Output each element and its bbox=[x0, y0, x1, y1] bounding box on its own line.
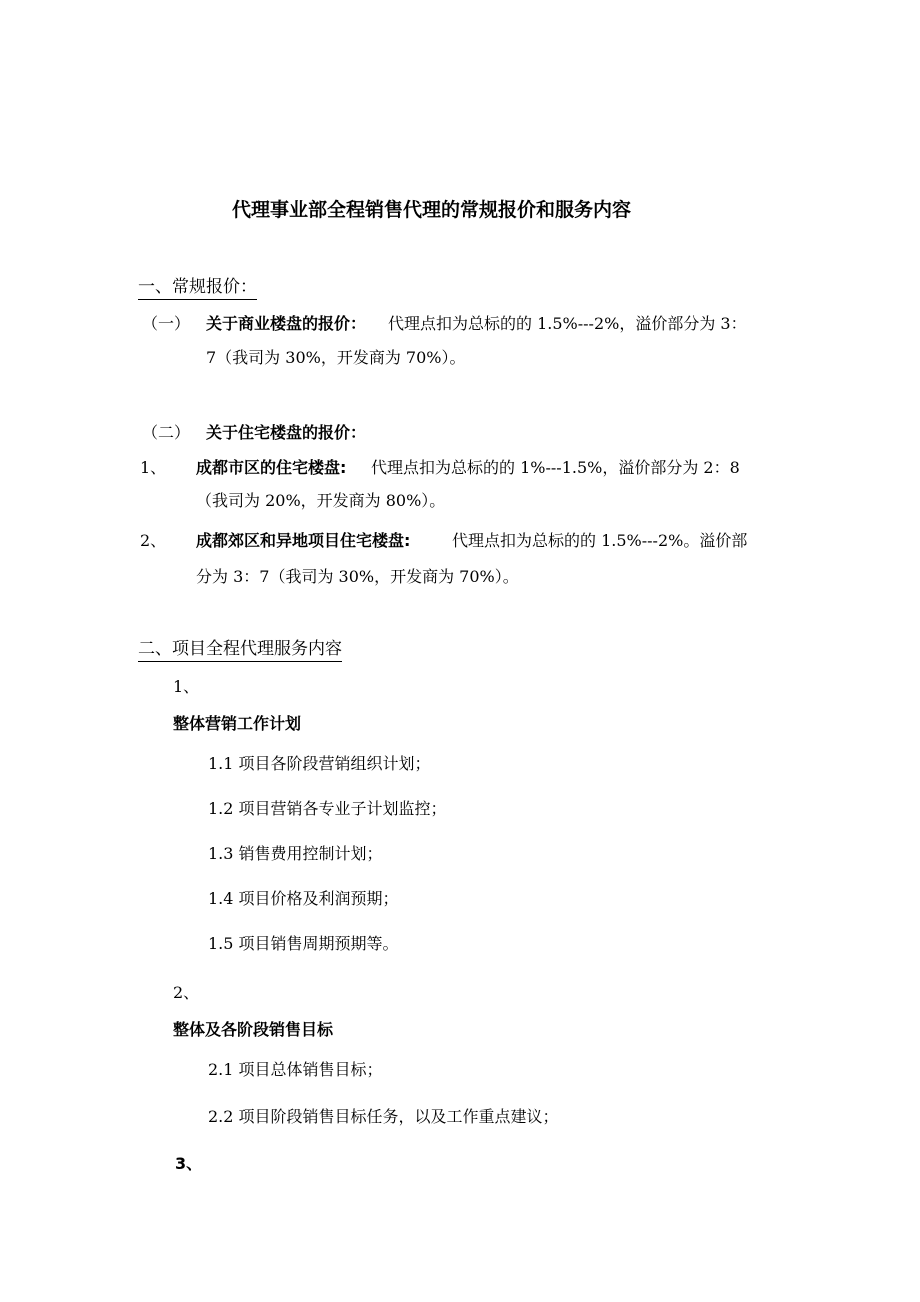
sub-text-suburb-line1: 代理点扣为总标的的 1.5%---2%。溢价部 bbox=[452, 531, 748, 550]
item-marker-2: （二） bbox=[142, 423, 191, 442]
group1-item: 1.5 项目销售周期预期等。 bbox=[208, 934, 399, 953]
sub-text-suburb-line2: 分为 3：7（我司为 30%，开发商为 70%）。 bbox=[196, 567, 519, 586]
sub-text-city-line1: 代理点扣为总标的的 1%---1.5%，溢价部分为 2：8 bbox=[371, 458, 740, 477]
sub-label-suburb: 成都郊区和异地项目住宅楼盘: bbox=[196, 531, 411, 550]
sub-label-city: 成都市区的住宅楼盘: bbox=[196, 458, 347, 477]
sub-marker-1: 1、 bbox=[140, 458, 167, 477]
group2-item: 2.1 项目总体销售目标； bbox=[208, 1060, 383, 1079]
section-heading-services: 二、项目全程代理服务内容 bbox=[138, 638, 342, 662]
group1-item: 1.1 项目各阶段营销组织计划； bbox=[208, 754, 431, 773]
item-text-commercial-line1: 代理点扣为总标的的 1.5%---2%，溢价部分为 3： bbox=[388, 314, 747, 333]
item-label-commercial: 关于商业楼盘的报价： bbox=[206, 314, 367, 333]
sub-marker-2: 2、 bbox=[140, 531, 167, 550]
group1-item: 1.4 项目价格及利润预期； bbox=[208, 889, 399, 908]
sub-text-city-line2: （我司为 20%，开发商为 80%）。 bbox=[196, 491, 446, 510]
document-title: 代理事业部全程销售代理的常规报价和服务内容 bbox=[232, 199, 632, 221]
section-heading-quotation: 一、常规报价： bbox=[138, 276, 257, 300]
group-title-1: 整体营销工作计划 bbox=[173, 714, 302, 733]
item-label-residential: 关于住宅楼盘的报价： bbox=[206, 423, 367, 442]
group1-item: 1.2 项目营销各专业子计划监控； bbox=[208, 799, 447, 818]
group-title-2: 整体及各阶段销售目标 bbox=[173, 1020, 334, 1039]
group-number-1: 1、 bbox=[173, 677, 200, 696]
item-text-commercial-line2: 7（我司为 30%，开发商为 70%）。 bbox=[206, 348, 466, 367]
group1-item: 1.3 销售费用控制计划； bbox=[208, 844, 383, 863]
item-marker-1: （一） bbox=[142, 314, 191, 333]
group-number-3: 3、 bbox=[175, 1154, 203, 1173]
group2-item: 2.2 项目阶段销售目标任务，以及工作重点建议； bbox=[208, 1107, 559, 1126]
group-number-2: 2、 bbox=[173, 983, 200, 1002]
